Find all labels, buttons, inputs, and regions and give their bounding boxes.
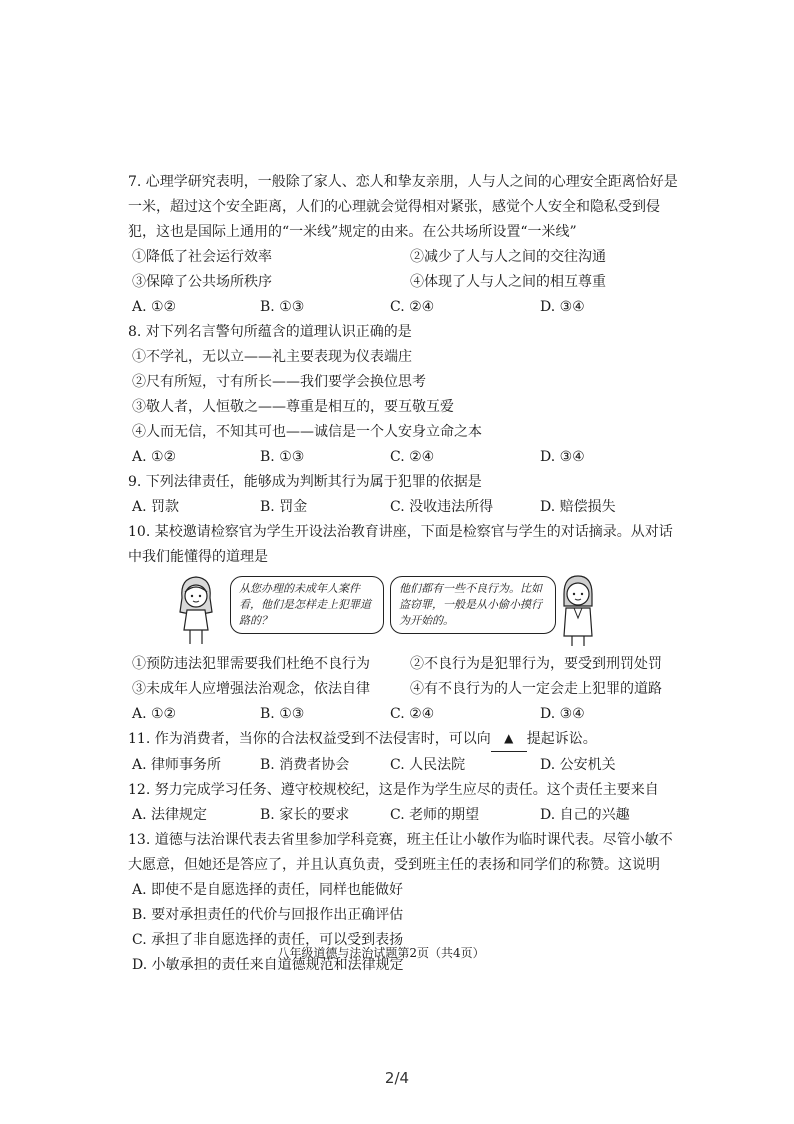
q11-option-d: D. 公安机关 bbox=[540, 757, 616, 773]
q13-option-b: B. 要对承担责任的代价与回报作出正确评估 bbox=[132, 907, 404, 923]
q7-stem-line-3: 犯，这也是国际上通用的“一米线”规定的由来。在公共场所设置“一米线” bbox=[128, 224, 577, 240]
q11-stem-after: 提起诉讼。 bbox=[526, 731, 597, 747]
page-number: 2/4 bbox=[384, 1069, 410, 1087]
q7-statement-1: ①降低了社会运行效率 bbox=[132, 249, 272, 265]
q13-stem-line-2: 大愿意，但她还是答应了，并且认真负责，受到班主任的表扬和同学们的称赞。这说明 bbox=[128, 857, 660, 873]
q11-stem bbox=[128, 727, 688, 753]
q7-option-d: D. ③④ bbox=[540, 299, 585, 315]
q13-option-c: C. 承担了非自愿选择的责任，可以受到表扬 bbox=[132, 932, 404, 948]
q7-statement-3: ③保障了公共场所秩序 bbox=[132, 274, 272, 290]
question-9 bbox=[128, 470, 688, 520]
q7-stem-line-1: 7. 心理学研究表明，一般除了家人、恋人和挚友亲朋，人与人之间的心理安全距离恰好是 bbox=[128, 174, 678, 190]
question-12 bbox=[128, 778, 688, 828]
q10-stem-line-1: 10. 某校邀请检察官为学生开设法治教育讲座，下面是检察官与学生的对话摘录。从对话 bbox=[128, 524, 673, 540]
q10-stem-line-2: 中我们能懂得的道理是 bbox=[128, 549, 268, 565]
q10-statement-2: ②不良行为是犯罪行为，要受到刑罚处罚 bbox=[410, 656, 662, 672]
q8-option-b: B. ①③ bbox=[260, 449, 305, 465]
q12-option-d: D. 自己的兴趣 bbox=[540, 807, 630, 823]
q11-stem-before: 11. 作为消费者，当你的合法权益受到不法侵害时，可以向 bbox=[128, 731, 491, 747]
q9-options bbox=[128, 495, 688, 520]
q12-option-a: A. 法律规定 bbox=[132, 807, 208, 823]
student-speech-bubble: 从您办理的未成年人案件看，他们是怎样走上犯罪道路的？ bbox=[230, 576, 384, 634]
q10-statement-4: ④有不良行为的人一定会走上犯罪的道路 bbox=[410, 681, 662, 697]
q8-statement-1: ①不学礼，无以立——礼主要表现为仪表端庄 bbox=[132, 349, 412, 365]
prosecutor-illustration bbox=[550, 572, 606, 648]
footer-text: 八年级道德与法治试题第2页（共4页） bbox=[277, 946, 485, 960]
q8-options bbox=[128, 445, 688, 470]
q7-statement-4: ④体现了人与人之间的相互尊重 bbox=[410, 274, 606, 290]
prosecutor-speech-bubble: 他们都有一些不良行为。比如盗窃罪，一般是从小偷小摸行为开始的。 bbox=[390, 576, 556, 634]
q8-option-d: D. ③④ bbox=[540, 449, 585, 465]
q13-stem-line-1: 13. 道德与法治课代表去省里参加学科竞赛，班主任让小敏作为临时课代表。尽管小敏不 bbox=[128, 832, 673, 848]
q13-option-a: A. 即使不是自愿选择的责任，同样也能做好 bbox=[132, 882, 404, 898]
questions bbox=[128, 170, 688, 978]
q7-options bbox=[128, 295, 688, 320]
q9-option-c: C. 没收违法所得 bbox=[390, 499, 494, 515]
q9-option-d: D. 赔偿损失 bbox=[540, 499, 616, 515]
question-10 bbox=[128, 520, 688, 727]
q7-statements-row-2 bbox=[128, 270, 688, 295]
question-11 bbox=[128, 727, 688, 778]
q8-statement-2: ②尺有所短，寸有所长——我们要学会换位思考 bbox=[132, 374, 426, 390]
q10-option-b: B. ①③ bbox=[260, 706, 305, 722]
q10-option-c: C. ②④ bbox=[390, 706, 435, 722]
page-footer bbox=[0, 944, 794, 961]
question-7 bbox=[128, 170, 688, 320]
q8-stem: 8. 对下列名言警句所蕴含的道理认识正确的是 bbox=[128, 324, 412, 340]
q12-stem: 12. 努力完成学习任务、遵守校规校纪，这是作为学生应尽的责任。这个责任主要来自 bbox=[128, 782, 659, 798]
q8-statement-4: ④人而无信，不知其可也——诚信是一个人安身立命之本 bbox=[132, 424, 482, 440]
q10-option-d: D. ③④ bbox=[540, 706, 585, 722]
q10-options bbox=[128, 702, 688, 727]
triangle-icon: ▲ bbox=[504, 731, 514, 745]
q8-option-a: A. ①② bbox=[132, 449, 177, 465]
q13-option-d: D. 小敏承担的责任来自道德规范和法律规定 bbox=[132, 957, 404, 973]
dialogue-illustration bbox=[128, 572, 688, 648]
question-8 bbox=[128, 320, 688, 470]
q7-option-c: C. ②④ bbox=[390, 299, 435, 315]
q8-statement-3: ③敬人者，人恒敬之——尊重是相互的，要互敬互爱 bbox=[132, 399, 454, 415]
q11-option-b: B. 消费者协会 bbox=[260, 757, 350, 773]
q11-option-c: C. 人民法院 bbox=[390, 757, 466, 773]
q10-statement-3: ③未成年人应增强法治观念，依法自律 bbox=[132, 681, 370, 697]
q10-option-a: A. ①② bbox=[132, 706, 177, 722]
q7-statements-row-1 bbox=[128, 245, 688, 270]
q11-option-a: A. 律师事务所 bbox=[132, 757, 222, 773]
q7-option-a: A. ①② bbox=[132, 299, 177, 315]
q7-statement-2: ②减少了人与人之间的交往沟通 bbox=[410, 249, 606, 265]
q11-options bbox=[128, 753, 688, 778]
q9-stem: 9. 下列法律责任，能够成为判断其行为属于犯罪的依据是 bbox=[128, 474, 482, 490]
q12-options bbox=[128, 803, 688, 828]
q10-statement-1: ①预防违法犯罪需要我们杜绝不良行为 bbox=[132, 656, 370, 672]
q7-option-b: B. ①③ bbox=[260, 299, 305, 315]
q10-statements-row-2 bbox=[128, 677, 688, 702]
q12-option-b: B. 家长的要求 bbox=[260, 807, 350, 823]
q12-option-c: C. 老师的期望 bbox=[390, 807, 480, 823]
student-girl-illustration bbox=[168, 572, 224, 648]
q9-option-a: A. 罚款 bbox=[132, 499, 180, 515]
answer-blank bbox=[491, 726, 527, 752]
q7-stem-line-2: 一米，超过这个安全距离，人们的心理就会觉得相对紧张，感觉个人安全和隐私受到侵 bbox=[128, 199, 660, 215]
q8-option-c: C. ②④ bbox=[390, 449, 435, 465]
q9-option-b: B. 罚金 bbox=[260, 499, 308, 515]
q10-statements-row-1 bbox=[128, 652, 688, 677]
